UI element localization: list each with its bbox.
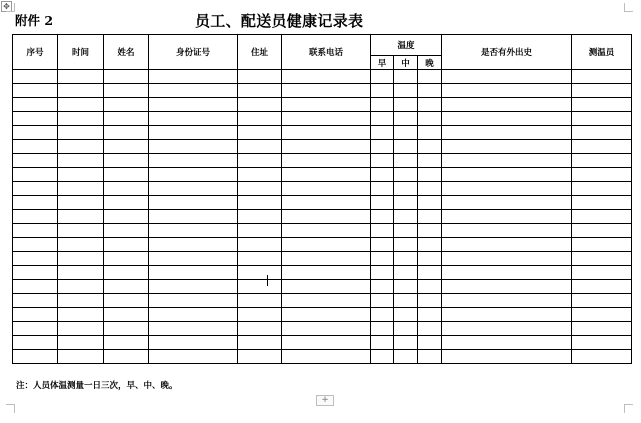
table-cell[interactable] — [104, 182, 149, 196]
table-cell[interactable] — [282, 266, 371, 280]
table-cell[interactable] — [149, 280, 238, 294]
table-cell[interactable] — [238, 294, 282, 308]
table-cell[interactable] — [238, 84, 282, 98]
table-row — [13, 252, 632, 266]
table-cell[interactable] — [238, 182, 282, 196]
table-cell[interactable] — [442, 140, 572, 154]
table-row — [13, 112, 632, 126]
table-cell[interactable] — [149, 266, 238, 280]
table-cell[interactable] — [282, 140, 371, 154]
table-cell[interactable] — [572, 238, 632, 252]
table-cell[interactable] — [58, 322, 104, 336]
table-cell[interactable] — [104, 308, 149, 322]
table-cell[interactable] — [13, 294, 58, 308]
header-name: 姓名 — [104, 35, 149, 70]
table-cell[interactable] — [13, 196, 58, 210]
table-cell[interactable] — [371, 112, 394, 126]
table-cell[interactable] — [442, 154, 572, 168]
table-cell[interactable] — [371, 224, 394, 238]
table-cell[interactable] — [58, 224, 104, 238]
table-cell[interactable] — [394, 280, 418, 294]
table-cell[interactable] — [13, 168, 58, 182]
table-cell[interactable] — [149, 238, 238, 252]
table-cell[interactable] — [442, 266, 572, 280]
table-cell[interactable] — [13, 322, 58, 336]
table-row — [13, 322, 632, 336]
table-cell[interactable] — [442, 112, 572, 126]
table-cell[interactable] — [442, 294, 572, 308]
table-cell[interactable] — [238, 168, 282, 182]
table-cell[interactable] — [394, 294, 418, 308]
table-cell[interactable] — [104, 84, 149, 98]
table-cell[interactable] — [371, 84, 394, 98]
table-cell[interactable] — [13, 350, 58, 364]
table-cell[interactable] — [282, 224, 371, 238]
table-row — [13, 308, 632, 322]
table-cell[interactable] — [58, 336, 104, 350]
table-cell[interactable] — [149, 154, 238, 168]
table-cell[interactable] — [104, 126, 149, 140]
table-cell[interactable] — [394, 252, 418, 266]
table-cell[interactable] — [104, 98, 149, 112]
table-cell[interactable] — [238, 280, 282, 294]
table-cell[interactable] — [394, 350, 418, 364]
table-cell[interactable] — [442, 182, 572, 196]
table-row — [13, 210, 632, 224]
table-cell[interactable] — [238, 154, 282, 168]
table-cell[interactable] — [572, 168, 632, 182]
table-cell[interactable] — [104, 350, 149, 364]
table-cell[interactable] — [282, 238, 371, 252]
table-cell[interactable] — [104, 154, 149, 168]
table-cell[interactable] — [394, 126, 418, 140]
table-cell[interactable] — [572, 336, 632, 350]
table-cell[interactable] — [442, 350, 572, 364]
table-cell[interactable] — [282, 112, 371, 126]
table-cell[interactable] — [442, 210, 572, 224]
footnote: 注：人员体温测量一日三次，早、中、晚。 — [16, 381, 178, 391]
table-cell[interactable] — [282, 252, 371, 266]
table-cell[interactable] — [418, 196, 442, 210]
table-cell[interactable] — [572, 84, 632, 98]
table-cell[interactable] — [394, 140, 418, 154]
table-cell[interactable] — [13, 336, 58, 350]
header-id-number: 身份证号 — [149, 35, 238, 70]
table-cell[interactable] — [282, 350, 371, 364]
table-row — [13, 126, 632, 140]
table-cell[interactable] — [13, 266, 58, 280]
table-cell[interactable] — [418, 154, 442, 168]
table-cell[interactable] — [442, 98, 572, 112]
table-cell[interactable] — [238, 98, 282, 112]
table-cell[interactable] — [371, 196, 394, 210]
table-cell[interactable] — [104, 322, 149, 336]
table-cell[interactable] — [394, 182, 418, 196]
page-corner-mark — [6, 404, 15, 413]
table-cell[interactable] — [149, 126, 238, 140]
table-cell[interactable] — [371, 252, 394, 266]
table-row — [13, 280, 632, 294]
header-travel-history: 是否有外出史 — [442, 35, 572, 70]
table-cell[interactable] — [442, 322, 572, 336]
table-cell[interactable] — [149, 252, 238, 266]
table-cell[interactable] — [13, 154, 58, 168]
document-title: 员工、配送员健康记录表 — [195, 12, 364, 30]
table-cell[interactable] — [13, 252, 58, 266]
table-cell[interactable] — [418, 322, 442, 336]
table-cell[interactable] — [238, 336, 282, 350]
table-cell[interactable] — [572, 112, 632, 126]
table-cell[interactable] — [149, 210, 238, 224]
table-cell[interactable] — [442, 84, 572, 98]
table-cell[interactable] — [572, 98, 632, 112]
table-cell[interactable] — [442, 196, 572, 210]
table-cell[interactable] — [371, 98, 394, 112]
table-cell[interactable] — [371, 140, 394, 154]
table-cell[interactable] — [418, 224, 442, 238]
table-cell[interactable] — [394, 84, 418, 98]
table-cell[interactable] — [371, 126, 394, 140]
table-cell[interactable] — [371, 70, 394, 84]
table-cell[interactable] — [149, 322, 238, 336]
table-cell[interactable] — [13, 280, 58, 294]
table-cell[interactable] — [58, 210, 104, 224]
table-cell[interactable] — [13, 238, 58, 252]
table-cell[interactable] — [442, 238, 572, 252]
table-cell[interactable] — [238, 238, 282, 252]
table-cell[interactable] — [371, 336, 394, 350]
table-cell[interactable] — [394, 112, 418, 126]
table-row — [13, 224, 632, 238]
table-cell[interactable] — [58, 252, 104, 266]
table-cell[interactable] — [149, 98, 238, 112]
header-temp-morning: 早 — [371, 56, 394, 70]
header-time: 时间 — [58, 35, 104, 70]
table-row — [13, 84, 632, 98]
table-cell[interactable] — [58, 294, 104, 308]
table-row — [13, 294, 632, 308]
table-cell[interactable] — [371, 322, 394, 336]
table-cell[interactable] — [58, 280, 104, 294]
table-row — [13, 140, 632, 154]
table-cell[interactable] — [442, 126, 572, 140]
page-corner-mark — [624, 404, 633, 413]
table-cell[interactable] — [394, 322, 418, 336]
table-row — [13, 336, 632, 350]
table-cell[interactable] — [104, 238, 149, 252]
header-phone: 联系电话 — [282, 35, 371, 70]
table-cell[interactable] — [418, 126, 442, 140]
table-cell[interactable] — [149, 224, 238, 238]
table-cell[interactable] — [149, 70, 238, 84]
table-cell[interactable] — [572, 308, 632, 322]
table-cell[interactable] — [238, 210, 282, 224]
table-cell[interactable] — [104, 112, 149, 126]
table-cell[interactable] — [13, 182, 58, 196]
table-cell[interactable] — [418, 182, 442, 196]
table-cell[interactable] — [149, 336, 238, 350]
table-cell[interactable] — [418, 336, 442, 350]
table-cell[interactable] — [149, 84, 238, 98]
table-cell[interactable] — [238, 112, 282, 126]
table-cell[interactable] — [572, 210, 632, 224]
table-cell[interactable] — [282, 308, 371, 322]
table-cell[interactable] — [371, 294, 394, 308]
table-cell[interactable] — [58, 70, 104, 84]
table-cell[interactable] — [104, 294, 149, 308]
attachment-label: 附件 2 — [15, 13, 54, 28]
table-cell[interactable] — [572, 322, 632, 336]
table-cell[interactable] — [238, 266, 282, 280]
table-cell[interactable] — [394, 196, 418, 210]
table-cell[interactable] — [58, 84, 104, 98]
table-cell[interactable] — [371, 182, 394, 196]
table-cell[interactable] — [282, 84, 371, 98]
table-cell[interactable] — [394, 210, 418, 224]
table-cell[interactable] — [58, 140, 104, 154]
table-cell[interactable] — [149, 112, 238, 126]
table-row — [13, 168, 632, 182]
table-move-handle[interactable]: ✥ — [1, 1, 12, 12]
table-row — [13, 266, 632, 280]
table-cell[interactable] — [58, 238, 104, 252]
table-cell[interactable] — [442, 168, 572, 182]
table-cell[interactable] — [13, 126, 58, 140]
table-cell[interactable] — [394, 168, 418, 182]
health-record-table — [12, 34, 632, 364]
table-cell[interactable] — [418, 140, 442, 154]
table-cell[interactable] — [418, 308, 442, 322]
table-cell[interactable] — [58, 98, 104, 112]
table-cell[interactable] — [418, 112, 442, 126]
table-cell[interactable] — [282, 98, 371, 112]
add-page-button[interactable]: + — [316, 395, 334, 406]
table-cell[interactable] — [104, 140, 149, 154]
table-cell[interactable] — [238, 322, 282, 336]
table-cell[interactable] — [418, 280, 442, 294]
table-cell[interactable] — [149, 140, 238, 154]
table-cell[interactable] — [149, 168, 238, 182]
table-cell[interactable] — [149, 308, 238, 322]
table-cell[interactable] — [13, 308, 58, 322]
table-row — [13, 238, 632, 252]
table-cell[interactable] — [282, 168, 371, 182]
table-cell[interactable] — [149, 294, 238, 308]
table-cell[interactable] — [371, 280, 394, 294]
table-cell[interactable] — [13, 84, 58, 98]
table-cell[interactable] — [394, 238, 418, 252]
table-cell[interactable] — [442, 224, 572, 238]
table-cell[interactable] — [58, 112, 104, 126]
table-cell[interactable] — [282, 154, 371, 168]
table-cell[interactable] — [13, 112, 58, 126]
table-cell[interactable] — [104, 168, 149, 182]
table-cell[interactable] — [13, 98, 58, 112]
table-cell[interactable] — [58, 350, 104, 364]
table-cell[interactable] — [418, 252, 442, 266]
table-cell[interactable] — [442, 336, 572, 350]
table-cell[interactable] — [442, 252, 572, 266]
table-cell[interactable] — [418, 168, 442, 182]
table-cell[interactable] — [104, 252, 149, 266]
table-cell[interactable] — [418, 294, 442, 308]
page-corner-mark — [624, 3, 633, 12]
table-cell[interactable] — [149, 350, 238, 364]
table-cell[interactable] — [13, 210, 58, 224]
table-cell[interactable] — [572, 294, 632, 308]
table-cell[interactable] — [371, 350, 394, 364]
header-seq: 序号 — [13, 35, 58, 70]
table-cell[interactable] — [282, 70, 371, 84]
table-cell[interactable] — [572, 182, 632, 196]
table-cell[interactable] — [282, 196, 371, 210]
table-cell[interactable] — [149, 182, 238, 196]
table-cell[interactable] — [238, 196, 282, 210]
table-row — [13, 154, 632, 168]
header-address: 住址 — [238, 35, 282, 70]
header-temperature: 温度 — [371, 35, 442, 56]
table-cell[interactable] — [282, 126, 371, 140]
table-cell[interactable] — [58, 168, 104, 182]
table-cell[interactable] — [371, 266, 394, 280]
table-cell[interactable] — [572, 140, 632, 154]
table-cell[interactable] — [371, 210, 394, 224]
table-cell[interactable] — [238, 126, 282, 140]
table-cell[interactable] — [418, 238, 442, 252]
table-cell[interactable] — [238, 140, 282, 154]
table-cell[interactable] — [394, 308, 418, 322]
table-cell[interactable] — [394, 266, 418, 280]
table-cell[interactable] — [442, 280, 572, 294]
table-cell[interactable] — [394, 154, 418, 168]
table-cell[interactable] — [238, 70, 282, 84]
table-row — [13, 98, 632, 112]
table-cell[interactable] — [572, 154, 632, 168]
table-cell[interactable] — [282, 322, 371, 336]
text-cursor — [267, 275, 268, 286]
table-cell[interactable] — [418, 350, 442, 364]
table-cell[interactable] — [58, 196, 104, 210]
header-measurer: 测温员 — [572, 35, 632, 70]
table-cell[interactable] — [282, 336, 371, 350]
page-corner-mark — [6, 3, 15, 12]
table-body — [13, 70, 632, 364]
table-cell[interactable] — [572, 70, 632, 84]
table-cell[interactable] — [371, 154, 394, 168]
table-cell[interactable] — [282, 294, 371, 308]
table-cell[interactable] — [104, 280, 149, 294]
table-cell[interactable] — [238, 308, 282, 322]
table-cell[interactable] — [394, 70, 418, 84]
table-row — [13, 182, 632, 196]
table-cell[interactable] — [418, 98, 442, 112]
table-cell[interactable] — [149, 196, 238, 210]
header-temp-evening: 晚 — [418, 56, 442, 70]
table-cell[interactable] — [394, 224, 418, 238]
table-cell[interactable] — [418, 266, 442, 280]
table-cell[interactable] — [104, 70, 149, 84]
table-cell[interactable] — [282, 280, 371, 294]
table-cell[interactable] — [13, 140, 58, 154]
table-cell[interactable] — [572, 350, 632, 364]
table-cell[interactable] — [238, 252, 282, 266]
table-cell[interactable] — [13, 70, 58, 84]
table-cell[interactable] — [282, 182, 371, 196]
table-cell[interactable] — [572, 126, 632, 140]
table-cell[interactable] — [371, 238, 394, 252]
table-cell[interactable] — [58, 126, 104, 140]
table-cell[interactable] — [418, 84, 442, 98]
table-cell[interactable] — [58, 308, 104, 322]
table-cell[interactable] — [58, 266, 104, 280]
table-cell[interactable] — [572, 266, 632, 280]
table-cell[interactable] — [418, 210, 442, 224]
table-cell[interactable] — [238, 350, 282, 364]
table-cell[interactable] — [58, 154, 104, 168]
table-cell[interactable] — [104, 266, 149, 280]
table-cell[interactable] — [104, 336, 149, 350]
table-cell[interactable] — [572, 224, 632, 238]
table-cell[interactable] — [418, 70, 442, 84]
header-temp-noon: 中 — [394, 56, 418, 70]
table-cell[interactable] — [238, 224, 282, 238]
table-cell[interactable] — [282, 210, 371, 224]
table-cell[interactable] — [104, 196, 149, 210]
table-cell[interactable] — [572, 196, 632, 210]
table-cell[interactable] — [394, 336, 418, 350]
table-cell[interactable] — [442, 70, 572, 84]
table-cell[interactable] — [58, 182, 104, 196]
table-row — [13, 350, 632, 364]
table-cell[interactable] — [572, 252, 632, 266]
table-row — [13, 70, 632, 84]
table-cell[interactable] — [13, 224, 58, 238]
table-row — [13, 196, 632, 210]
table-cell[interactable] — [394, 98, 418, 112]
table-cell[interactable] — [104, 224, 149, 238]
table-cell[interactable] — [371, 168, 394, 182]
table-cell[interactable] — [572, 280, 632, 294]
table-cell[interactable] — [104, 210, 149, 224]
table-cell[interactable] — [442, 308, 572, 322]
table-cell[interactable] — [371, 308, 394, 322]
